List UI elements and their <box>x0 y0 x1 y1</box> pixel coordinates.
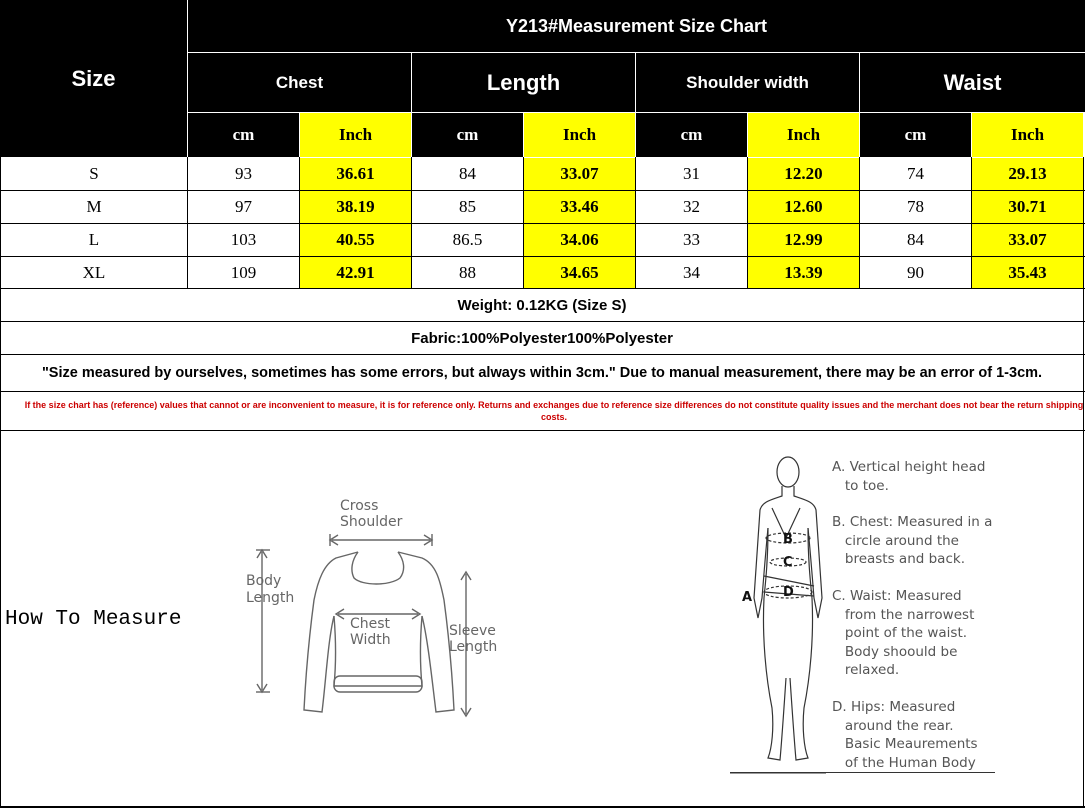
length-cm-cell: 85 <box>459 197 476 216</box>
size-header-cell <box>0 0 187 157</box>
chest-cm-cell: 109 <box>230 262 257 282</box>
size-cell: M <box>86 197 102 216</box>
unit-inch-waist <box>972 113 1083 157</box>
fabric-text: Fabric:100%Polyester100%Polyester <box>411 329 673 347</box>
body-length-label-1: Body <box>246 573 282 589</box>
size-cell: S <box>89 164 99 183</box>
length-inch-cell: 33.07 <box>524 158 635 190</box>
column-divider <box>299 157 300 288</box>
column-divider <box>971 157 972 288</box>
waist-cm-cell: 84 <box>907 230 924 249</box>
body-letter-b: B <box>783 532 793 547</box>
column-divider <box>1083 157 1084 808</box>
unit-inch-length <box>524 113 635 157</box>
chest-inch-cell: 38.19 <box>300 191 411 223</box>
weight-text: Weight: 0.12KG (Size S) <box>457 296 627 314</box>
chest-width-label-1: Chest <box>350 616 391 632</box>
disclaimer-row <box>1 392 1085 430</box>
chest-inch-cell: 42.91 <box>300 257 411 288</box>
chart-title-cell <box>188 0 1085 52</box>
weight-row <box>1 289 1083 321</box>
note-row <box>1 355 1083 391</box>
unit-cm-chest <box>188 113 299 157</box>
column-divider <box>0 157 1 808</box>
shoulder-inch-cell: 12.99 <box>748 224 859 256</box>
unit-inch-chest <box>300 113 411 157</box>
cross-shoulder-label-2: Shoulder <box>340 514 403 530</box>
column-header-length <box>412 53 635 112</box>
column-header-waist-label: Waist <box>943 69 1002 95</box>
column-divider <box>187 157 188 288</box>
cross-shoulder-label-1: Cross <box>340 498 379 514</box>
shirt-measure-diagram <box>240 490 510 730</box>
length-inch-cell: 33.46 <box>524 191 635 223</box>
unit-inch-shoulder <box>748 113 859 157</box>
length-inch-cell: 34.65 <box>524 257 635 288</box>
chest-inch-cell: 36.61 <box>300 158 411 190</box>
shoulder-inch-cell: 12.20 <box>748 158 859 190</box>
shoulder-cm-cell: 33 <box>683 230 700 249</box>
sleeve-length-label-1: Sleeve <box>449 623 496 639</box>
waist-inch-cell: 29.13 <box>972 158 1083 190</box>
measure-note-b: B. Chest: Measured in a circle around the breasts and back. <box>832 514 993 567</box>
measure-note-c: C. Waist: Measured from the narrowest point of the waist. Body shoould be relaxed. <box>832 588 975 678</box>
column-header-shoulder-label: Shoulder width <box>686 72 809 92</box>
shoulder-inch-cell: 12.60 <box>748 191 859 223</box>
unit-cm-label: cm <box>680 125 703 144</box>
length-cm-cell: 84 <box>459 164 476 183</box>
body-measure-diagram <box>728 448 828 778</box>
size-header-label: Size <box>71 65 116 91</box>
unit-cm-label: cm <box>456 125 479 144</box>
shoulder-cm-cell: 32 <box>683 197 700 216</box>
body-diagram-baseline <box>730 772 995 773</box>
column-header-chest <box>188 53 411 112</box>
waist-inch-cell: 33.07 <box>972 224 1083 256</box>
size-cell: L <box>88 230 100 249</box>
how-to-measure-title: How To Measure <box>5 608 182 631</box>
row-divider <box>0 223 1085 224</box>
body-length-label-2: Length <box>246 590 295 606</box>
fabric-row <box>1 322 1083 354</box>
unit-inch-label: Inch <box>786 125 821 144</box>
unit-inch-label: Inch <box>338 125 373 144</box>
chest-inch-cell: 40.55 <box>300 224 411 256</box>
column-divider <box>859 157 860 288</box>
length-inch-cell: 34.06 <box>524 224 635 256</box>
unit-inch-label: Inch <box>1010 125 1045 144</box>
chest-width-label-2: Width <box>350 632 391 648</box>
row-divider <box>0 430 1085 431</box>
chest-cm-cell: 103 <box>230 230 257 249</box>
shoulder-cm-cell: 34 <box>683 262 700 282</box>
disclaimer-text: If the size chart has (reference) values that cannot or are inconvenient to measure, it is for reference only. Returns and exchanges due to reference size differences do not constitute quality issues and the merchant does not bear the return shipping costs. <box>24 400 1084 422</box>
body-letter-a: A <box>742 590 753 605</box>
column-header-shoulder <box>636 53 859 112</box>
waist-cm-cell: 90 <box>907 262 924 282</box>
chest-cm-cell: 97 <box>235 197 252 216</box>
waist-cm-cell: 78 <box>907 197 924 216</box>
row-divider <box>0 190 1085 191</box>
waist-inch-cell: 30.71 <box>972 191 1083 223</box>
unit-inch-label: Inch <box>562 125 597 144</box>
column-divider <box>747 157 748 288</box>
measure-note-d: D. Hips: Measured around the rear. Basic Meaurements of the Human Body <box>832 699 978 771</box>
column-header-chest-label: Chest <box>275 72 324 92</box>
column-divider <box>411 157 412 288</box>
row-divider <box>0 256 1085 257</box>
column-divider <box>523 157 524 288</box>
measure-note-a: A. Vertical height head to toe. <box>832 459 986 494</box>
waist-inch-cell: 35.43 <box>972 257 1083 288</box>
body-letter-d: D <box>783 585 794 600</box>
column-divider <box>635 157 636 288</box>
waist-cm-cell: 74 <box>907 164 924 183</box>
shoulder-inch-cell: 13.39 <box>748 257 859 288</box>
body-letter-c: C <box>783 555 793 570</box>
unit-cm-label: cm <box>904 125 927 144</box>
sleeve-length-label-2: Length <box>449 639 498 655</box>
size-cell: XL <box>82 262 106 282</box>
column-header-waist <box>860 53 1085 112</box>
length-cm-cell: 86.5 <box>452 230 483 249</box>
chest-cm-cell: 93 <box>235 164 252 183</box>
shoulder-cm-cell: 31 <box>683 164 700 183</box>
note-text: "Size measured by ourselves, sometimes has some errors, but always within 3cm." Due to manual measurement, there may be an error of 1-3cm. <box>41 365 1043 381</box>
unit-cm-label: cm <box>232 125 255 144</box>
unit-cm-length <box>412 113 523 157</box>
length-cm-cell: 88 <box>459 262 476 282</box>
column-header-length-label: Length <box>486 69 561 95</box>
unit-cm-waist <box>860 113 971 157</box>
chart-title: Y213#Measurement Size Chart <box>505 15 768 36</box>
unit-cm-shoulder <box>636 113 747 157</box>
